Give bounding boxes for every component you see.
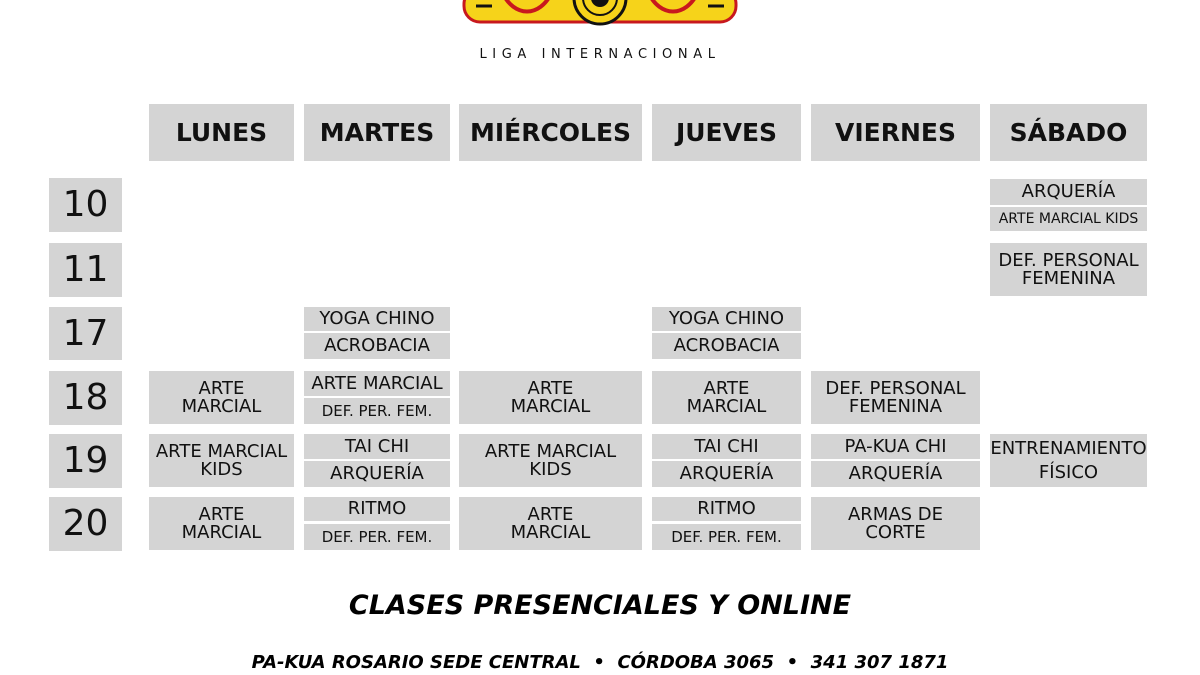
class-martes-18-def-per-fem: DEF. PER. FEM. xyxy=(304,398,450,424)
class-martes-17-yoga-chino: YOGA CHINO xyxy=(304,307,450,331)
class-jueves-17-yoga-chino: YOGA CHINO xyxy=(652,307,801,331)
class-sabado-19-entrenamiento-fisico: ENTRENAMIENTO FÍSICO xyxy=(990,434,1147,487)
class-lunes-19-arte-marcial-kids: ARTE MARCIAL KIDS xyxy=(149,434,294,487)
footer-address: PA-KUA ROSARIO SEDE CENTRAL • CÓRDOBA 3065 • 341 307 1871 xyxy=(251,652,949,673)
hour-17: 17 xyxy=(49,307,122,360)
class-viernes-19-pa-kua-chi: PA-KUA CHI xyxy=(811,434,980,459)
class-sabado-10-arqueria: ARQUERÍA xyxy=(990,179,1147,205)
footer-title: CLASES PRESENCIALES Y ONLINE xyxy=(348,590,852,621)
day-header-martes: MARTES xyxy=(304,104,450,161)
class-miercoles-18-arte-marcial: ARTE MARCIAL xyxy=(459,371,642,424)
day-header-jueves: JUEVES xyxy=(652,104,801,161)
class-sabado-11-def-personal: DEF. PERSONAL FEMENINA xyxy=(990,243,1147,296)
day-header-lunes: LUNES xyxy=(149,104,294,161)
class-martes-19-tai-chi: TAI CHI xyxy=(304,434,450,459)
class-miercoles-19-arte-marcial-kids: ARTE MARCIAL KIDS xyxy=(459,434,642,487)
hour-18: 18 xyxy=(49,371,122,425)
hour-19: 19 xyxy=(49,434,122,488)
class-jueves-18-arte-marcial: ARTE MARCIAL xyxy=(652,371,801,424)
class-miercoles-20-arte-marcial: ARTE MARCIAL xyxy=(459,497,642,550)
class-jueves-19-tai-chi: TAI CHI xyxy=(652,434,801,459)
pakua-logo xyxy=(462,0,738,26)
class-lunes-18-arte-marcial: ARTE MARCIAL xyxy=(149,371,294,424)
class-jueves-20-ritmo: RITMO xyxy=(652,497,801,521)
hour-10: 10 xyxy=(49,178,122,232)
class-viernes-19-arqueria: ARQUERÍA xyxy=(811,461,980,487)
class-jueves-19-arqueria: ARQUERÍA xyxy=(652,461,801,487)
day-header-miercoles: MIÉRCOLES xyxy=(459,104,642,161)
class-lunes-20-arte-marcial: ARTE MARCIAL xyxy=(149,497,294,550)
hour-20: 20 xyxy=(49,497,122,551)
class-viernes-18-def-personal: DEF. PERSONAL FEMENINA xyxy=(811,371,980,424)
class-martes-20-def-per-fem: DEF. PER. FEM. xyxy=(304,524,450,550)
class-martes-17-acrobacia: ACROBACIA xyxy=(304,333,450,359)
day-header-sabado: SÁBADO xyxy=(990,104,1147,161)
class-martes-19-arqueria: ARQUERÍA xyxy=(304,461,450,487)
hour-11: 11 xyxy=(49,243,122,297)
class-jueves-20-def-per-fem: DEF. PER. FEM. xyxy=(652,524,801,550)
class-martes-20-ritmo: RITMO xyxy=(304,497,450,521)
class-martes-18-arte-marcial: ARTE MARCIAL xyxy=(304,371,450,396)
day-header-viernes: VIERNES xyxy=(811,104,980,161)
header-subtitle: LIGA INTERNACIONAL xyxy=(479,47,721,62)
class-viernes-20-armas-de-corte: ARMAS DE CORTE xyxy=(811,497,980,550)
class-jueves-17-acrobacia: ACROBACIA xyxy=(652,333,801,359)
class-sabado-10-arte-marcial-kids: ARTE MARCIAL KIDS xyxy=(990,207,1147,231)
